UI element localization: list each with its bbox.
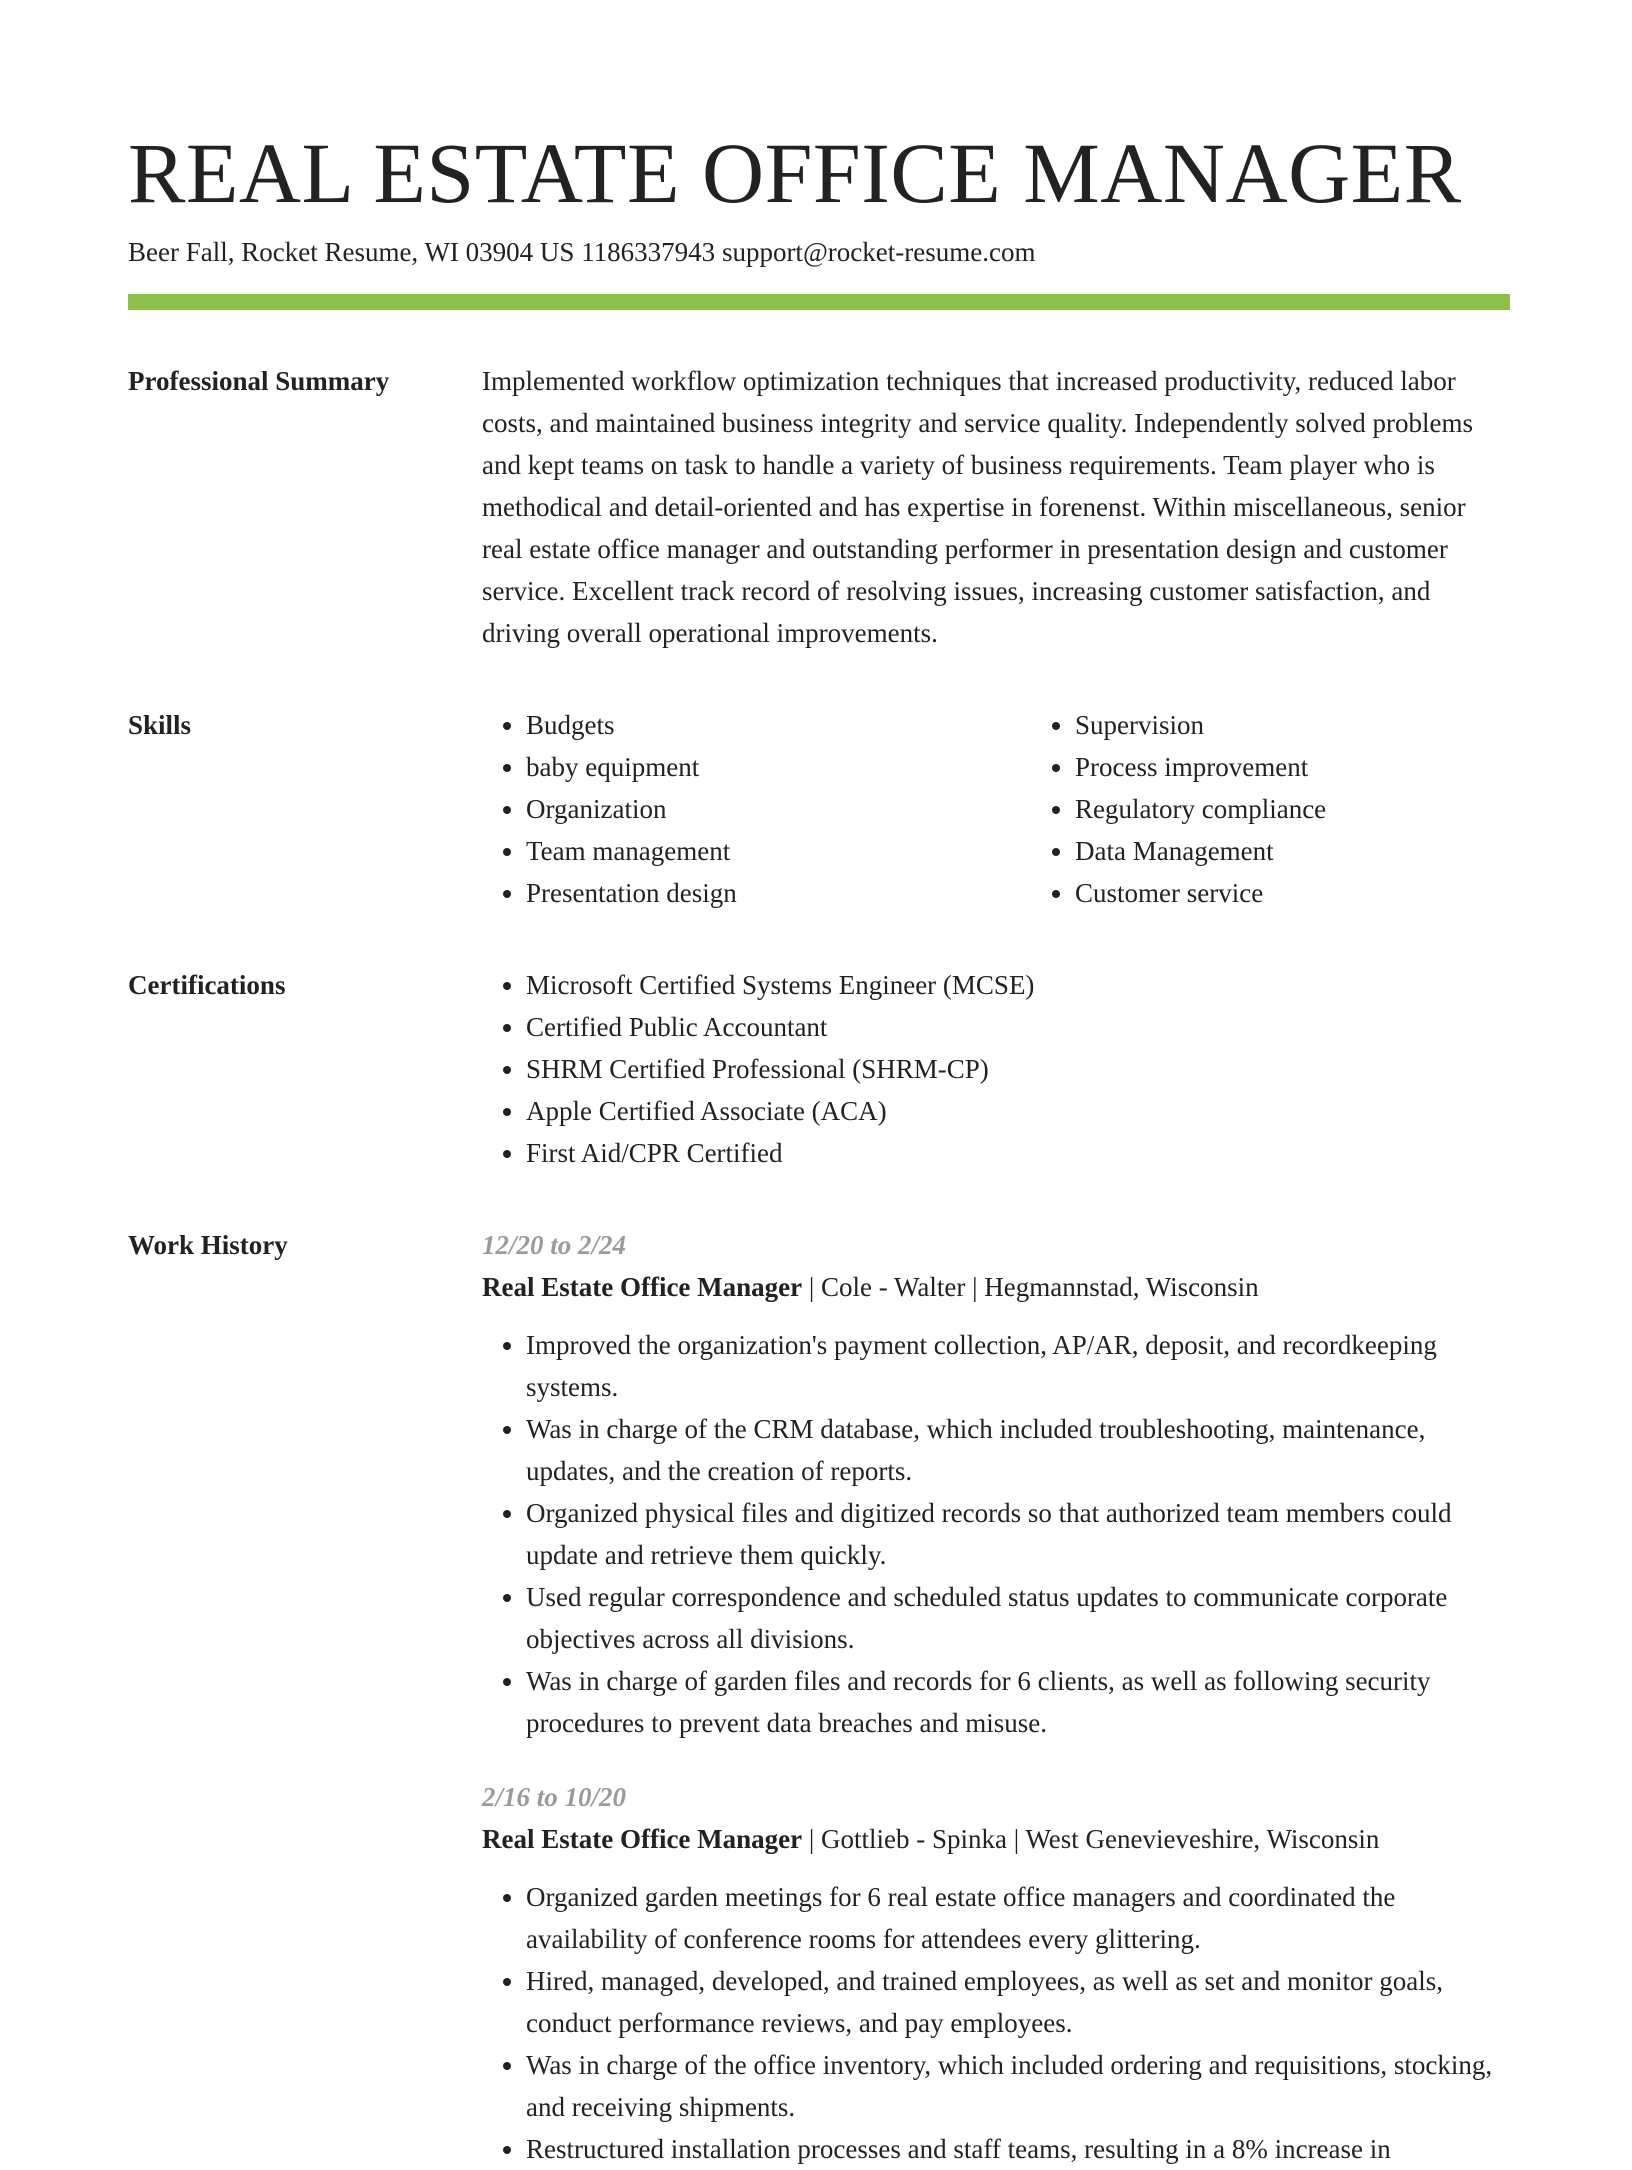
job-heading bbox=[482, 1818, 1510, 1860]
contact-line bbox=[128, 232, 1510, 272]
certifications-list bbox=[482, 964, 1510, 1174]
job-bullet: • Was in charge of garden files and records for 6 clients, as well as following security procedures to prevent data breaches and misuse. bbox=[526, 1660, 1510, 1744]
job-bullet: • Was in charge of the office inventory, which included ordering and requisitions, stocking, and receiving shipments. bbox=[526, 2044, 1510, 2128]
skills-column-1 bbox=[482, 704, 1031, 914]
summary-label: Professional Summary bbox=[128, 366, 390, 396]
job-bullet: • Improved the organization's payment collection, AP/AR, deposit, and recordkeeping systems. bbox=[526, 1324, 1510, 1408]
certification-item: • SHRM Certified Professional (SHRM-CP) bbox=[526, 1048, 1510, 1090]
job-dates: 12/20 to 2/24 bbox=[482, 1230, 627, 1260]
skill-item: • baby equipment bbox=[526, 746, 1031, 788]
work-history-section bbox=[128, 1224, 1510, 2170]
job-bullet: • Restructured installation processes and staff teams, resulting in a 8% increase in bbox=[526, 2128, 1510, 2170]
skill-item: • Data Management bbox=[1075, 830, 1580, 872]
skill-item: • Process improvement bbox=[1075, 746, 1580, 788]
job-bullet: • Was in charge of the CRM database, which included troubleshooting, maintenance, updates, and the creation of reports. bbox=[526, 1408, 1510, 1492]
skills-body bbox=[482, 704, 1580, 914]
skill-item: • Budgets bbox=[526, 704, 1031, 746]
certification-item: • Microsoft Certified Systems Engineer (MCSE) bbox=[526, 964, 1510, 1006]
job-bullet: • Organized garden meetings for 6 real estate office managers and coordinated the availability of conference rooms for attendees every glittering. bbox=[526, 1876, 1510, 1960]
skill-item: • Customer service bbox=[1075, 872, 1580, 914]
certifications-section bbox=[128, 964, 1510, 1174]
job-details: | Cole - Walter | Hegmannstad, Wisconsin bbox=[802, 1272, 1259, 1302]
job-bullets bbox=[482, 1876, 1510, 2170]
work-history-body bbox=[482, 1224, 1510, 2170]
job-heading bbox=[482, 1266, 1510, 1308]
skills-section bbox=[128, 704, 1510, 914]
resume-page bbox=[128, 0, 1510, 2170]
certifications-body bbox=[482, 964, 1510, 1174]
job-title: Real Estate Office Manager bbox=[482, 1824, 803, 1854]
job-bullet: • Hired, managed, developed, and trained employees, as well as set and monitor goals, conduct performance reviews, and pay employees. bbox=[526, 1960, 1510, 2044]
skills-label: Skills bbox=[128, 710, 192, 740]
job-details: | Gottlieb - Spinka | West Genevieveshire, Wisconsin bbox=[802, 1824, 1380, 1854]
certifications-label: Certifications bbox=[128, 970, 286, 1000]
job-entry bbox=[482, 1224, 1510, 1744]
certification-item: • Certified Public Accountant bbox=[526, 1006, 1510, 1048]
accent-divider bbox=[128, 294, 1510, 310]
skill-item: • Team management bbox=[526, 830, 1031, 872]
summary-body bbox=[482, 360, 1510, 654]
skill-item: • Presentation design bbox=[526, 872, 1031, 914]
job-bullet: • Organized physical files and digitized records so that authorized team members could update and retrieve them quickly. bbox=[526, 1492, 1510, 1576]
contact-phone: 1186337943 bbox=[581, 237, 716, 267]
job-entry bbox=[482, 1776, 1510, 2170]
summary-section bbox=[128, 360, 1510, 654]
job-bullet: • Used regular correspondence and scheduled status updates to communicate corporate objectives across all divisions. bbox=[526, 1576, 1510, 1660]
contact-email: support@rocket-resume.com bbox=[721, 237, 1036, 267]
skills-column-2 bbox=[1031, 704, 1580, 914]
work-history-label: Work History bbox=[128, 1230, 288, 1260]
skill-item: • Organization bbox=[526, 788, 1031, 830]
skill-item: • Regulatory compliance bbox=[1075, 788, 1580, 830]
certification-item: • Apple Certified Associate (ACA) bbox=[526, 1090, 1510, 1132]
resume-title: REAL ESTATE OFFICE MANAGER bbox=[128, 125, 1462, 221]
certification-item: • First Aid/CPR Certified bbox=[526, 1132, 1510, 1174]
skill-item: • Supervision bbox=[1075, 704, 1580, 746]
contact-address: Beer Fall, Rocket Resume, WI 03904 US bbox=[128, 237, 575, 267]
job-bullets bbox=[482, 1324, 1510, 1744]
job-dates: 2/16 to 10/20 bbox=[482, 1782, 627, 1812]
summary-text: Implemented workflow optimization techniques that increased productivity, reduced labor costs, and maintained business integrity and service quality. Independently solved problems and kept teams on task to handle a variety of business requirements. Team player who is methodical and detail-oriented and has expertise in forenenst. Within miscellaneous, senior real estate office manager and outstanding performer in presentation design and customer service. Excellent track record of resolving issues, increasing customer satisfaction, and driving overall operational improvements. bbox=[482, 366, 1474, 648]
job-title: Real Estate Office Manager bbox=[482, 1272, 803, 1302]
